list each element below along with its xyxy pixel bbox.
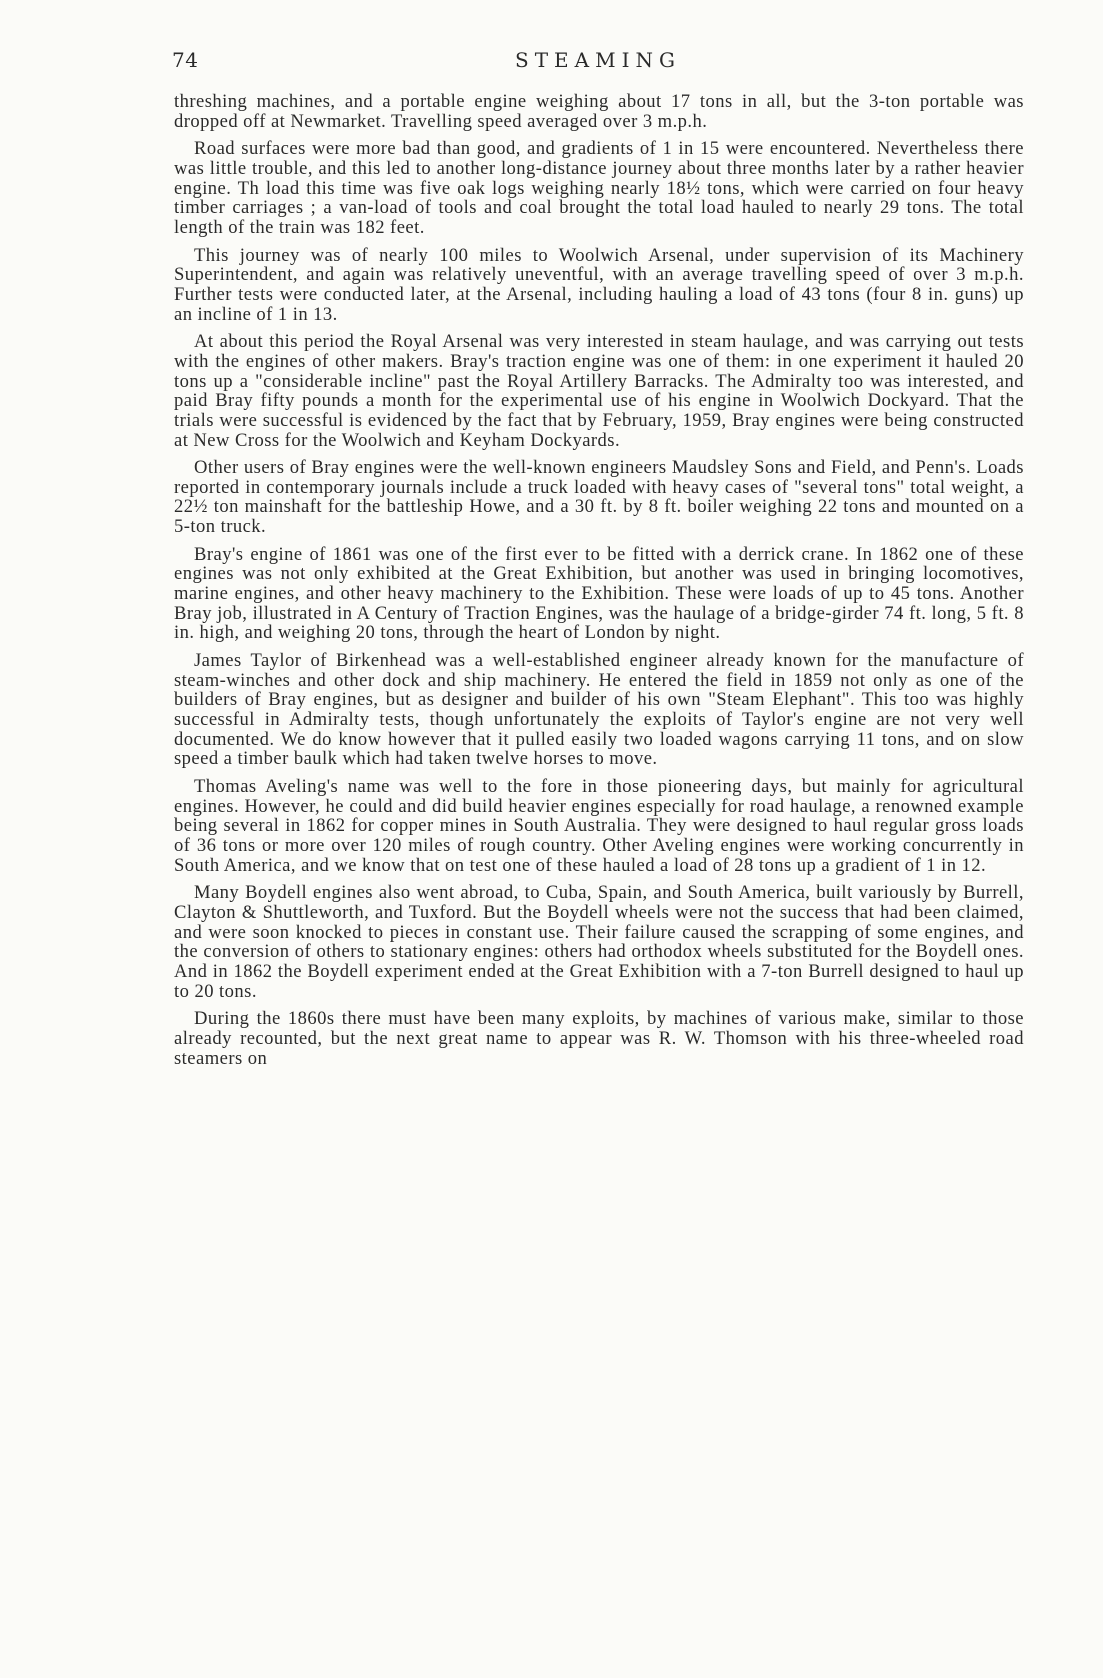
paragraph: At about this period the Royal Arsenal was very interested in steam haulage, and was carrying out tests with the engines of other makers. Bray's traction engine was one of them: in one experiment it hauled 20 tons up a "considerable incline" past the Royal Artillery Barracks. The Admiralty too was interested, and paid Bray fifty pounds a month for the experimental use of his engine in Woolwich Dockyard. That the trials were successful is evidenced by the fact that by February, 1959, Bray engines were being constructed at New Cross for the Woolwich and Keyham Dockyards.: [174, 331, 1024, 451]
paragraph: Thomas Aveling's name was well to the fore in those pioneering days, but mainly for agricultural engines. However, he could and did build heavier engines especially for road haulage, a renowned example being several in 1862 for copper mines in South Australia. They were designed to haul regular gross loads of 36 tons or more over 120 miles of rough country. Other Aveling engines were working concurrently in South America, and we know that on test one of these hauled a load of 28 tons up a gradient of 1 in 12.: [174, 776, 1024, 876]
paragraph: Bray's engine of 1861 was one of the first ever to be fitted with a derrick crane. In 1862 one of these engines was not only exhibited at the Great Exhibition, but another was used in bringing locomotives, marine engines, and other heavy machinery to the Exhibition. These were loads of up to 45 tons. Another Bray job, illustrated in A Century of Traction Engines, was the haulage of a bridge-girder 74 ft. long, 5 ft. 8 in. high, and weighing 20 tons, through the heart of London by night.: [174, 543, 1024, 644]
running-title: STEAMING: [515, 48, 681, 72]
paragraph: During the 1860s there must have been many exploits, by machines of various make, similar to those already recounted, but the next great name to appear was R. W. Thomson with his three-wheeled road steamers on: [174, 1008, 1024, 1069]
paragraph: Many Boydell engines also went abroad, to Cuba, Spain, and South America, built variously by Burrell, Clayton & Shuttleworth, and Tuxford. But the Boydell wheels were not the success that had been claimed, and were soon knocked to pieces in constant use. Their failure caused the scrapping of some engines, and the conversion of others to stationary engines: others had orthodox wheels substituted for the Boydell ones. And in 1862 the Boydell experiment ended at the Great Exhibition with a 7-ton Burrell designed to haul up to 20 tons.: [174, 882, 1024, 1002]
paragraph: threshing machines, and a portable engine weighing about 17 tons in all, but the 3-ton portable was dropped off at Newmarket. Travelling speed averaged over 3 m.p.h.: [174, 91, 1024, 132]
paragraph: Other users of Bray engines were the well-known engineers Maudsley Sons and Field, and Penn's. Loads reported in contemporary journals include a truck loaded with heavy cases of "several tons" total weight, a 22½ ton mainshaft for the battleship Howe, and a 30 ft. by 8 ft. boiler weighing 22 tons and mounted on a 5-ton truck.: [174, 457, 1024, 538]
body-text: [174, 92, 1024, 1068]
paragraph: James Taylor of Birkenhead was a well-established engineer already known for the manufacture of steam-winches and other dock and ship machinery. He entered the field in 1859 not only as one of the builders of Bray engines, but as designer and builder of his own "Steam Elephant". This too was highly successful in Admiralty tests, though unfortunately the exploits of Taylor's engine are not very well documented. We do know however that it pulled easily two loaded wagons carrying 11 tons, and on slow speed a timber baulk which had taken twelve horses to move.: [174, 650, 1024, 770]
paragraph: This journey was of nearly 100 miles to Woolwich Arsenal, under supervision of its Machinery Superintendent, and again was relatively uneventful, with an average travelling speed of over 3 m.p.h. Further tests were conducted later, at the Arsenal, including hauling a load of 43 tons (four 8 in. guns) up an incline of 1 in 13.: [174, 244, 1024, 325]
page-number: 74: [172, 48, 199, 72]
page-header: [172, 48, 1024, 74]
paragraph: Road surfaces were more bad than good, and gradients of 1 in 15 were encountered. Nevertheless there was little trouble, and this led to another long-distance journey about three months later by a rather heavier engine. Th load this time was five oak logs weighing nearly 18½ tons, which were carried on four heavy timber carriages ; a van-load of tools and coal brought the total load hauled to nearly 29 tons. The total length of the train was 182 feet.: [174, 138, 1024, 238]
